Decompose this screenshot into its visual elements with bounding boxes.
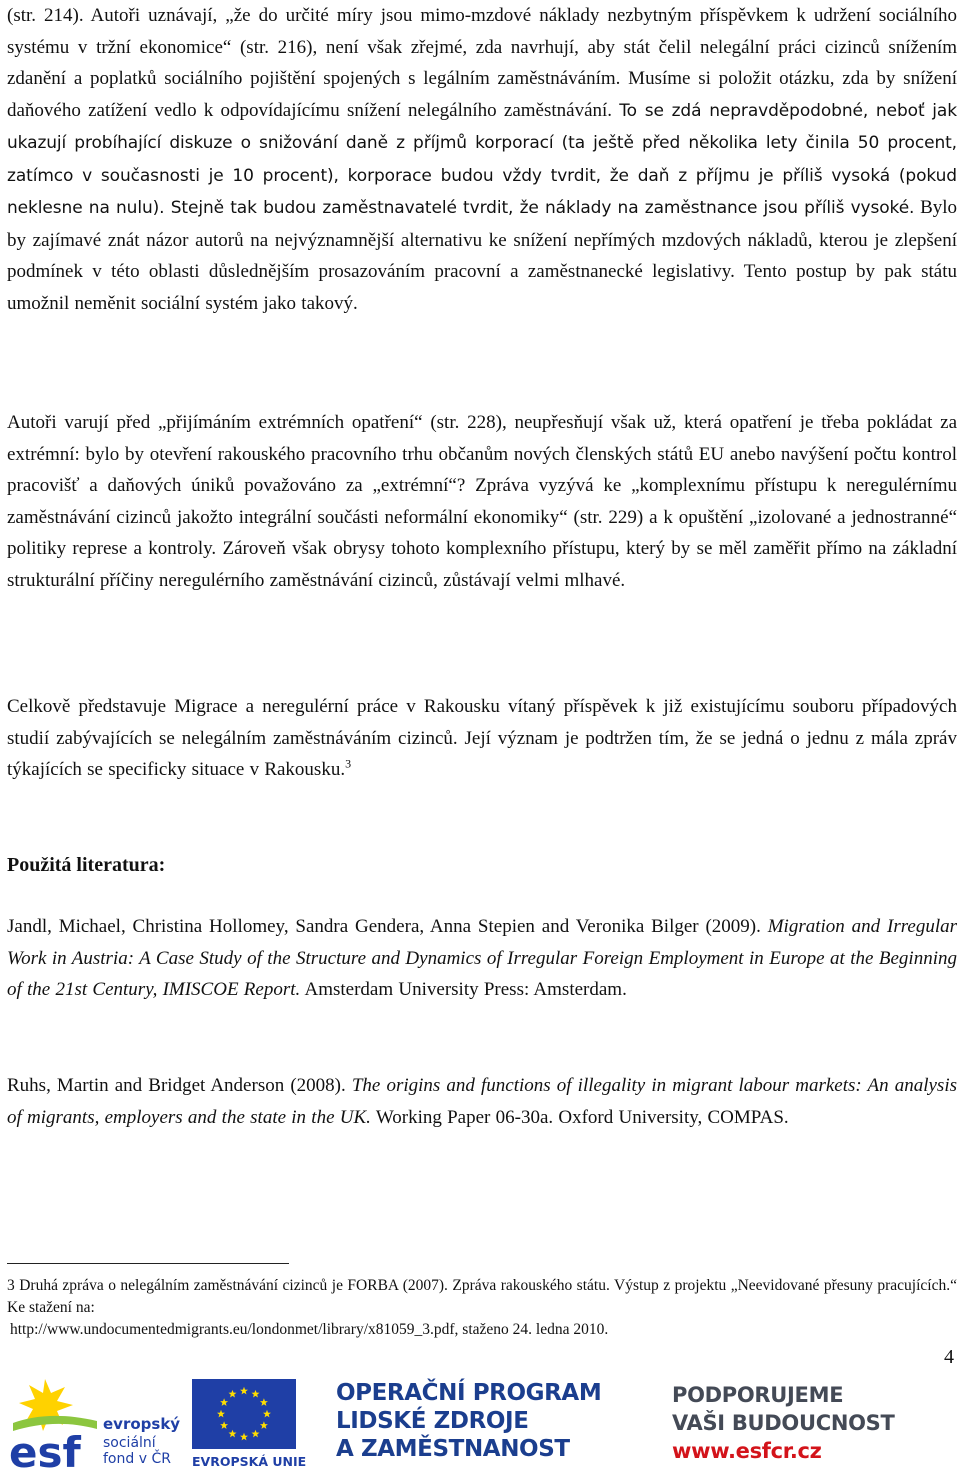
reference-jandl — [7, 911, 957, 1006]
footnote — [7, 1275, 957, 1341]
page-number: 4 — [944, 1346, 954, 1368]
reference-title: The origins and functions of illegality in migrant labour markets: An analysis of migrants, employers and the state in the UK. — [7, 1075, 958, 1128]
esf-logo — [5, 1377, 185, 1469]
slogan-line-1: PODPORUJEME — [672, 1383, 844, 1407]
op-line-1: OPERAČNÍ PROGRAM — [336, 1380, 602, 1406]
reference-title: Migration and Irregular Work in Austria: A Case Study of the Structure and Dynamics of Irregular Foreign Employment in Europe at the Beginning of the 21st Century, IMISCOE Report. — [7, 916, 958, 1000]
reference-publisher: Amsterdam University Press: Amsterdam. — [304, 979, 627, 1000]
conclusion-text: Celkově představuje Migrace a neregulérní práce v Rakousku vítaný příspěvek k již existujícímu souboru případových studií zabývajících se nelegálním zaměstnáváním cizinců. Její význam je podtržen tím, že se jedná o jednu z mála zpráv týkajících se specificky situace v Rakousku. — [7, 696, 957, 780]
literature-heading: Použitá literatura: — [7, 854, 166, 876]
op-line-3: A ZAMĚSTNANOST — [336, 1436, 570, 1462]
sentence-alternative: Bylo by zajímavé znát názor autorů na nejvýznamnější alternativu ke snížení nepřímých mzdových nákladů, kterou je zlepšení podmínek v této oblasti důslednějším prosazováním pracovní a zaměstnanecké legislativy. Tento postup by pak státu umožnil neměnit sociální systém jako takový. — [7, 197, 958, 314]
footnote-marker[interactable]: 3 — [345, 756, 352, 771]
footnote-divider — [7, 1263, 289, 1264]
sentence-unlikely: To se zdá nepravděpodobné, neboť jak ukazují probíhající diskuze o snižování daně z příjmů korporací (ta ještě před několika lety činila 50 procent, zatímco v současnosti je 10 procent), korporace budou vždy tvrdit, že daň z příjmu je příliš vysoká (pokud neklesne na nulu). Stejně tak budou zaměstnavatelé tvrdit, že náklady na zaměstnance jsou příliš vysoké. — [7, 100, 957, 218]
esf-line-2: sociální — [103, 1435, 156, 1451]
esf-wordmark: esf — [9, 1428, 81, 1469]
sentence-authors-acknowledge: (str. 214). Autoři uznávají, „že do určité míry jsou mimo-mzdové náklady nezbytným příspěvkem k udržení sociálního systému v tržní ekonomice“ (str. 216), není však zřejmé, zda navrhují, aby stát čelil nelegální práci cizinců snížením zdanění a poplatků sociálního pojištění spojených s legálním zaměstnáváním. — [7, 5, 957, 89]
reference-authors: Ruhs, Martin and Bridget Anderson (2008). — [7, 1075, 346, 1096]
sentence-question: Musíme si položit otázku, zda by snížení daňového zatížení vedlo k odpovídajícímu snížení nelegálního zaměstnávání. — [7, 68, 957, 121]
slogan-line-2: VAŠI BUDOUCNOST — [672, 1411, 895, 1435]
paragraph-non-wage-costs — [7, 0, 957, 319]
reference-ruhs — [7, 1070, 957, 1133]
esf-line-3: fond v ČR — [103, 1451, 171, 1467]
reference-authors: Jandl, Michael, Christina Hollomey, Sandra Gendera, Anna Stepien and Veronika Bilger (2009). — [7, 916, 761, 937]
op-line-2: LIDSKÉ ZDROJE — [336, 1408, 529, 1434]
eu-flag-icon — [192, 1379, 296, 1449]
eu-label: EVROPSKÁ UNIE — [192, 1454, 307, 1469]
op-lzz-logo — [336, 1379, 654, 1469]
footnote-url-link[interactable]: http://www.undocumentedmigrants.eu/londonmet/library/x81059_3.pdf, staženo 24. ledna 2010. — [10, 1321, 609, 1338]
esf-line-1: evropský — [103, 1415, 181, 1433]
paragraph-conclusion — [7, 691, 957, 786]
support-slogan — [672, 1381, 960, 1465]
footnote-text: 3 Druhá zpráva o nelegálním zaměstnávání cizinců je FORBA (2007). Zpráva rakouského státu. Výstup z projektu „Neevidované přesuny pracujících.“ Ke stažení na: — [7, 1277, 957, 1316]
reference-publisher: Working Paper 06-30a. Oxford University, COMPAS. — [375, 1106, 789, 1128]
paragraph-extreme-measures: Autoři varují před „přijímáním extrémních opatření“ (str. 228), neupřesňují však už, která opatření je třeba pokládat za extrémní: bylo by otevření rakouského pracovního trhu občanům nových členských států EU anebo navýšení počtu kontrol pracovišť a daňových úniků považováno za „extrémní“? Zpráva vyzývá ke „komplexnímu přístupu k neregulérnímu zaměstnávání cizinců jakožto integrální součásti neformální ekonomiky“ (str. 229) a k opuštění „izolované a jednostranné“ politiky represe a kontroly. Zároveň však obrysy tohoto komplexního přístupu, který by se měl zaměřit přímo na základní strukturální příčiny neregulérního zaměstnávání cizinců, zůstávají velmi mlhavé. — [7, 412, 957, 591]
footer-logos — [0, 1375, 960, 1472]
website-link[interactable]: www.esfcr.cz — [672, 1439, 822, 1463]
